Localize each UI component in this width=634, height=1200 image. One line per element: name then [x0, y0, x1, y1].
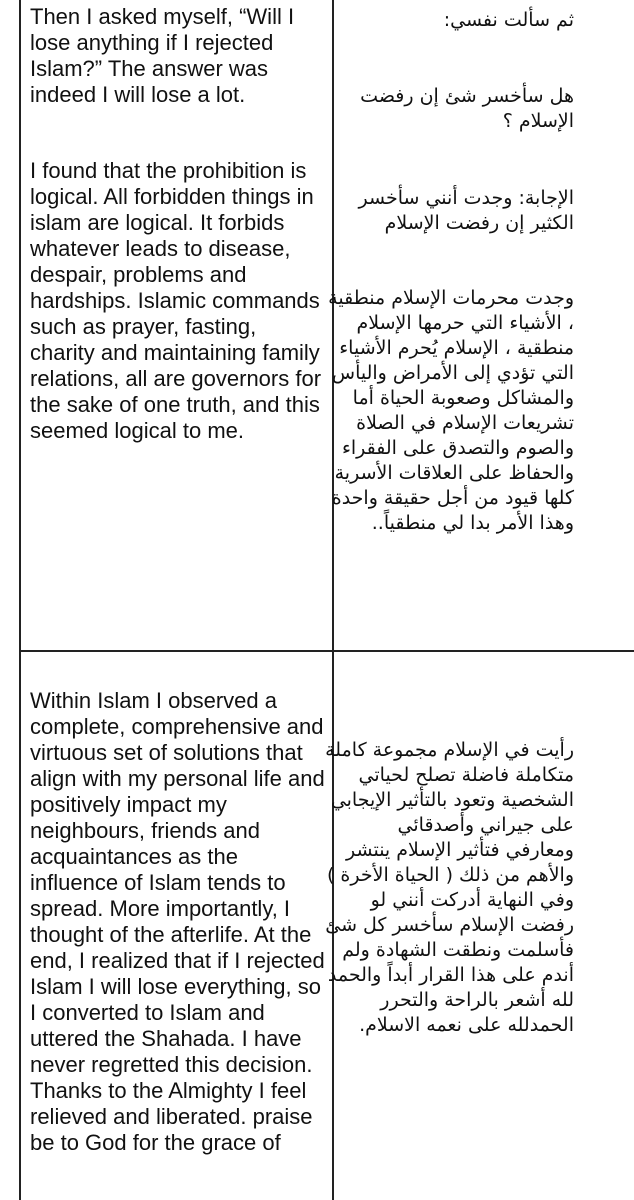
row1-arabic-paragraph-2: هل سأخسر شئ إن رفضت الإسلام ؟ [360, 85, 574, 132]
row2-english-paragraph: Within Islam I observed a complete, comprehensive and virtuous set of solutions that align with my personal life and positively impact my neighbours, friends and acquaintances as the influence of Islam tends to spread. More importantly, I thought of the afterlife. At the end, I realized that if I rejected Islam I will lose everything, so I converted to Islam and uttered the Shahada. I have never regretted this decision. Thanks to the Almighty I feel relieved and liberated. praise be to God for the grace of [30, 688, 325, 1155]
row1-english-paragraph-1: Then I asked myself, “Will I lose anything if I rejected Islam?” The answer was indeed I will lose a lot. [30, 4, 295, 107]
row1-arabic-paragraph-3: الإجابة: وجدت أنني سأخسر الكثير إن رفضت الإسلام [358, 187, 574, 234]
row1-arabic-paragraph-1: ثم سألت نفسي: [443, 9, 574, 31]
row1-arabic-paragraph-4: وجدت محرمات الإسلام منطقية ، الأشياء التي حرمها الإسلام منطقية ، الإسلام يُحرم الأشياء التي تؤدي إلى الأمراض واليأس والمشاكل وصعوبة الحياة أما تشريعات الإسلام في الصلاة والصوم والتصدق على الفقراء والحفاظ على العلاقات الأسرية كلها قيود من أجل حقيقة واحدة وهذا الأمر بدا لي منطقياً.. [328, 287, 574, 534]
row1-english-paragraph-2: I found that the prohibition is logical. All forbidden things in islam are logical. It forbids whatever leads to disease, despair, problems and hardships. Islamic commands such as prayer, fasting, charity and maintaining family relations, all are governors for the sake of one truth, and this seemed logical to me. [30, 158, 322, 443]
table-row-divider [20, 650, 634, 652]
row2-arabic-paragraph: رأيت في الإسلام مجموعة كاملة متكاملة فاضلة تصلح لحياتي الشخصية وتعود بالتأثير الإيجابي على جيراني وأصدقائي ومعارفي فتأثير الإسلام ينتشر والأهم من ذلك ( الحياة الأخرة ) وفي النهاية أدركت أنني لو رفضت الإسلام سأخسر كل شئ فأسلمت ونطقت الشهادة ولم أندم على هذا القرار أبداً والحمد لله أشعر بالراحة والتحرر الحمدلله على نعمه الاسلام. [325, 739, 574, 1036]
table-left-border [19, 0, 21, 1200]
